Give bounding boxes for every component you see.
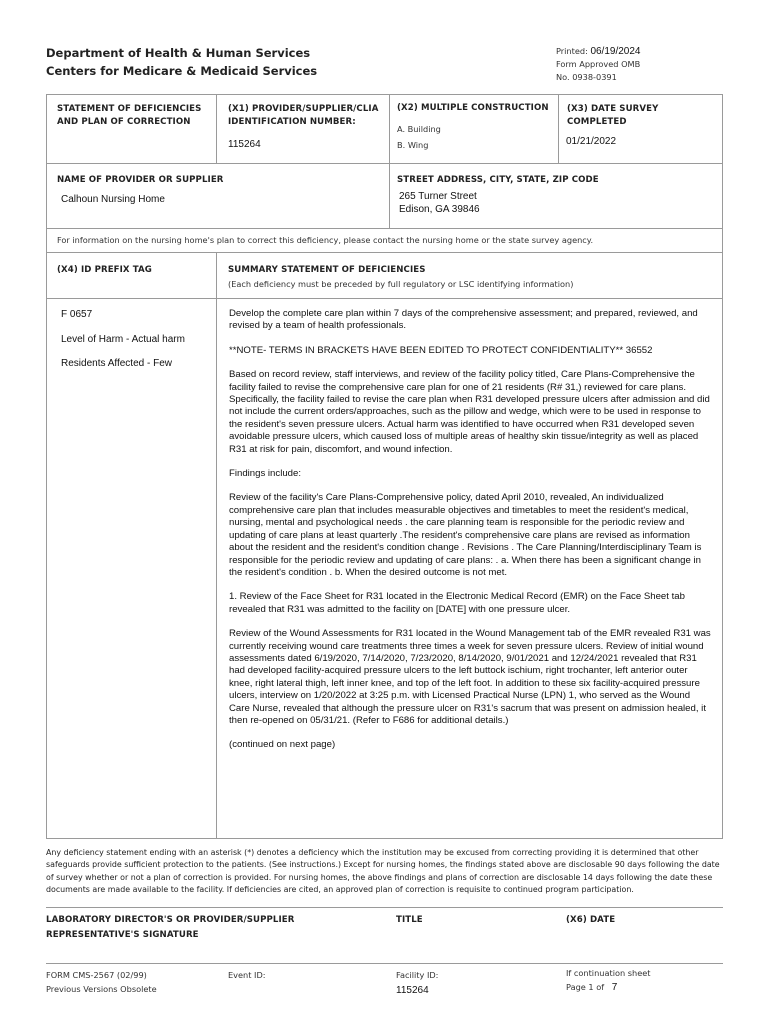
residents-affected: Residents Affected - Few <box>61 358 172 369</box>
title-label: TITLE <box>396 915 423 925</box>
summary-paragraph: Findings include: <box>229 468 301 480</box>
form-top-border <box>46 94 723 95</box>
facility-id-value: 115264 <box>396 985 429 996</box>
statement-label: STATEMENT OF DEFICIENCIES AND PLAN OF CORRECTION <box>57 104 202 127</box>
x1-value: 115264 <box>228 139 261 150</box>
form-left-border <box>46 94 47 838</box>
summary-paragraph: Based on record review, staff interviews, and review of the facility policy titled, Care Plans-Comprehensive the facility failed to revise the comprehensive care plan for one of 21 residents (R# 31,) reviewed for care plans. Specifically, the facility failed to revise the care plan when R31 developed pressure ulcers after admission and did not include the current orders/approaches, such as the pillow and wedge, which were to be used in response to the resident's seven pressure ulcers. Actual harm was identified to have occurred when R31 developed seven avoidable pressure ulcers, which caused loss of multiple areas of healthy skin tissue/integrity as well as placed R31 at risk for pain, discomfort, and wound infection. <box>229 369 710 455</box>
continuation-note: If continuation sheet <box>566 968 651 978</box>
form-right-border <box>722 94 723 838</box>
deficiency-tag: F 0657 <box>61 309 93 320</box>
previous-versions: Previous Versions Obsolete <box>46 984 157 994</box>
x2-label: (X2) MULTIPLE CONSTRUCTION <box>397 103 549 113</box>
row1-divider-1 <box>216 94 217 163</box>
x2-building: A. Building <box>397 124 441 134</box>
row1-bottom-border <box>46 163 723 164</box>
address-line-2: Edison, GA 39846 <box>399 204 480 215</box>
form-approved: Form Approved OMB <box>556 59 641 69</box>
printed-line <box>556 46 641 57</box>
page-indicator <box>566 982 617 993</box>
page-label: Page 1 of <box>566 982 605 992</box>
lab-director-label: LABORATORY DIRECTOR'S OR PROVIDER/SUPPLIER <box>46 915 295 925</box>
x3-value: 01/21/2022 <box>566 136 617 147</box>
summary-label: SUMMARY STATEMENT OF DEFICIENCIES <box>228 265 426 275</box>
row1-divider-2 <box>389 94 390 228</box>
provider-label: NAME OF PROVIDER OR SUPPLIER <box>57 175 224 185</box>
agency-name: Department of Health & Human Services <box>46 46 311 60</box>
form-id: FORM CMS-2567 (02/99) <box>46 970 147 980</box>
printed-date: 06/19/2024 <box>590 46 641 57</box>
address-label: STREET ADDRESS, CITY, STATE, ZIP CODE <box>397 175 599 185</box>
row2-bottom-border <box>46 228 723 229</box>
table-header-bottom-border <box>46 298 723 299</box>
info-bottom-border <box>46 252 723 253</box>
info-line: For information on the nursing home's plan to correct this deficiency, please contact the nursing home or the state survey agency. <box>57 235 594 245</box>
event-id-label: Event ID: <box>228 970 266 980</box>
table-column-divider <box>216 252 217 838</box>
address-line-1: 265 Turner Street <box>399 191 477 202</box>
representative-label: REPRESENTATIVE'S SIGNATURE <box>46 930 199 940</box>
disclaimer: Any deficiency statement ending with an asterisk (*) denotes a deficiency which the institution may be excused from correcting providing it is determined that other safeguards provide sufficient protection to the patients. (See instructions.) Except for nursing homes, the findings stated above are disclosable 90 days following the date of survey whether or not a plan of correction is provided. For nursing homes, the above findings and plans of correction are disclosable 14 days following the date these documents are made available to the facility. If deficiencies are cited, an approved plan of correction is requisite to continued program participation. <box>46 848 720 895</box>
agency-subname: Centers for Medicare & Medicaid Services <box>46 64 318 78</box>
facility-id-label: Facility ID: <box>396 970 439 980</box>
date-label: (X6) DATE <box>566 915 616 925</box>
table-bottom-border <box>46 838 723 839</box>
printed-label: Printed: <box>556 46 588 56</box>
row1-divider-3 <box>558 94 559 163</box>
x2-wing: B. Wing <box>397 140 429 150</box>
summary-body <box>229 308 713 764</box>
summary-paragraph: **NOTE- TERMS IN BRACKETS HAVE BEEN EDITED TO PROTECT CONFIDENTIALITY** 36552 <box>229 344 653 356</box>
signature-top-border <box>46 907 723 908</box>
summary-paragraph: Review of the facility's Care Plans-Comprehensive policy, dated April 2010, revealed, An individualized comprehensive care plan that includes measurable objectives and timetables to meet the resident's medical, nursing, mental and psychological needs . the care planning team is responsible for the periodic review and updating of care plans at least quarterly .The resident's comprehensive care plans are revised as information about the resident and the resident's condition change . Revisions . The Care Planning/Interdisciplinary Team is responsible for the periodic review and updating of care plans: . a. When there has been a significant change in the resident's condition . b. When the desired outcome is not met. <box>229 492 702 578</box>
x3-label: (X3) DATE SURVEY COMPLETED <box>567 104 659 127</box>
summary-paragraph: Develop the complete care plan within 7 days of the comprehensive assessment; and prepared, reviewed, and revised by a team of health professionals. <box>229 308 698 332</box>
provider-name: Calhoun Nursing Home <box>61 194 165 205</box>
x4-label: (X4) ID PREFIX TAG <box>57 265 152 275</box>
continued-note: (continued on next page) <box>229 739 336 751</box>
footer-top-border <box>46 963 723 964</box>
summary-paragraph: 1. Review of the Face Sheet for R31 located in the Electronic Medical Record (EMR) on the Face Sheet tab revealed that R31 was admitted to the facility on [DATE] with one pressure ulcer. <box>229 591 685 615</box>
page-total: 7 <box>611 982 618 993</box>
omb-number: No. 0938-0391 <box>556 72 617 82</box>
x1-label: (X1) PROVIDER/SUPPLIER/CLIA IDENTIFICATION NUMBER: <box>228 104 379 127</box>
summary-sub: (Each deficiency must be preceded by full regulatory or LSC identifying information) <box>228 279 574 289</box>
summary-paragraph: Review of the Wound Assessments for R31 located in the Wound Management tab of the EMR revealed R31 was currently receiving wound care treatments three times a week for seven pressure ulcers. Review of initial wound assessments dated 6/19/2020, 7/14/2020, 7/23/2020, 8/14/2020, 9/01/2021 and 12/24/2021 revealed that R31 had developed facility-acquired pressure ulcers to the left buttock ischium, right trochanter, left anterior outer knee, right lateral thigh, left inner knee, and top of the left foot. In addition to these six facility-acquired pressure ulcers, interview on 1/20/2022 at 3:25 p.m. with Licensed Practical Nurse (LPN) 1, who served as the Wound Care Nurse, revealed that although the pressure ulcer on R31's sacrum that was present on admission healed, it then re-opened on 05/31/21. (Refer to F686 for additional details.) <box>229 628 711 726</box>
level-of-harm: Level of Harm - Actual harm <box>61 334 185 345</box>
